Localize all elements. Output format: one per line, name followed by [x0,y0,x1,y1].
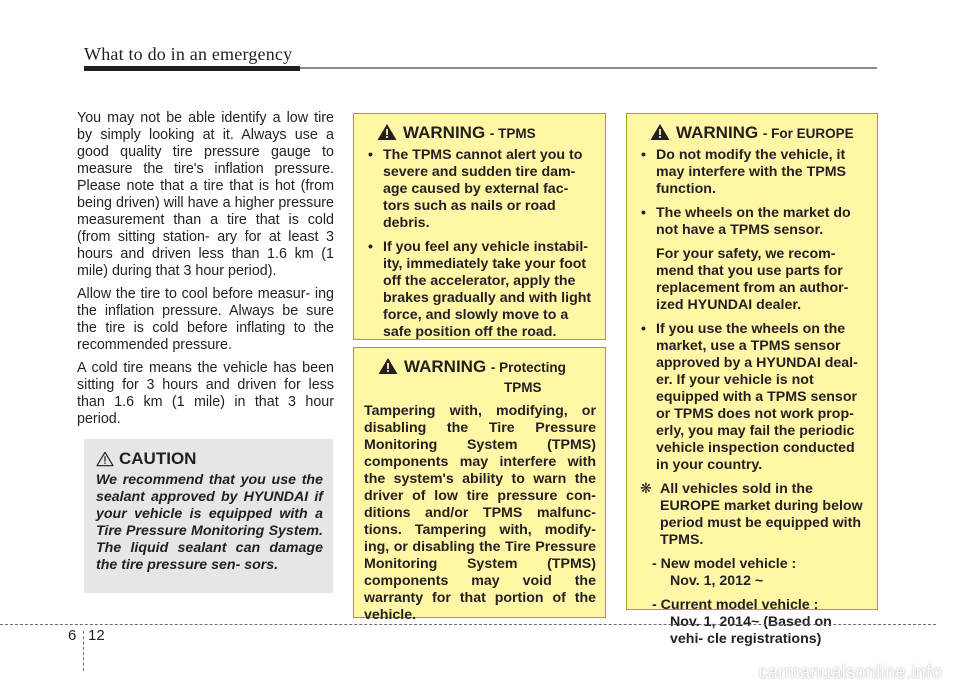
caution-text: We recommend that you use the sealant approved by HYUNDAI if your vehicle is equipped with a Tire Pressure Monitoring System. The liquid sealant can damage the tire pressure sen- sors. [96,472,323,573]
list-item-text: The wheels on the market do not have a TPMS sensor. [656,205,851,238]
list-item-text: The TPMS cannot alert you to severe and sudden tire dam- age caused by external fac- tors such as nails or road debris. [383,147,583,231]
current-model-entry [644,597,868,648]
body-text-column [77,110,334,434]
footer-vertical-divider [83,631,84,671]
warning-list [363,147,596,341]
new-model-date: Nov. 1, 2012 ~ [670,573,764,589]
warning-heading [363,123,596,143]
body-paragraph: A cold tire means the vehicle has been sitting for 3 hours and driven for less than 1.6 km (1 mile) in that 3 hour period. [77,360,334,427]
footer-divider [0,624,936,625]
header-rule-accent [84,66,300,71]
caution-title: CAUTION [119,449,197,468]
list-item: • The TPMS cannot alert you to severe and sudden tire dam- age caused by external fac- tors such as nails or road debris. [368,147,583,231]
list-item: • Do not modify the vehicle, it may interfere with the TPMS function. [641,147,846,197]
new-model-entry [644,556,868,590]
caution-box [84,439,333,593]
warning-box-tpms [353,113,606,340]
warning-box-protecting-tpms [353,347,606,623]
list-item: • If you feel any vehicle instabil- ity, immediately take your foot off the accelerator, apply the brakes gradually and with light force, and slowly move to a safe position off the road. [368,239,592,340]
caution-heading [96,449,323,469]
warning-heading [364,357,596,397]
body-paragraph: You may not be able identify a low tire by simply looking at it. Always use a good quality tire pressure gauge to measure the tire's inflation pressure. Please note that a tire that is hot (from being driven) will have a higher pressure measurement than a tire that is cold (from sitting station- ary for at least 3 hours and driven less than 1.6 km (1 mile) during that 3 hour period). [77,110,334,279]
warning-triangle-icon [377,123,397,141]
europe-note-text: All vehicles sold in the EUROPE market during below period must be equipped with TPMS. [660,481,863,548]
page-header-title: What to do in an emergency [84,44,293,64]
caution-triangle-icon [96,451,114,467]
warning-box-europe [626,113,878,647]
new-model-label: - New model vehicle : [652,556,797,572]
warning-title: WARNING [404,357,487,376]
body-paragraph: Allow the tire to cool before measur- ing the inflation pressure. Always be sure the tire is cold before inflating to the recommended pressure. [77,286,334,353]
list-item-text: If you feel any vehicle instabil- ity, immediately take your foot off the accelerator, apply the brakes gradually and with light force, and slowly move to a safe position off the road. [383,239,592,340]
warning-subtitle: - For EUROPE [762,126,854,141]
list-item-text: Do not modify the vehicle, it may interfere with the TPMS function. [656,147,846,197]
warning-title: WARNING [676,123,759,142]
list-item-text: If you use the wheels on the market, use a TPMS sensor approved by a HYUNDAI deal- er. If your vehicle is not equipped with a TPMS sensor or TPMS does not work prop- erly, you may fail the periodic vehicle inspection conducted in your country. [656,321,858,473]
asterisk-symbol-icon: ❋ [640,481,652,497]
warning-triangle-icon [378,357,398,375]
list-item: • If you use the wheels on the market, use a TPMS sensor approved by a HYUNDAI deal- er. If your vehicle is not equipped with a TPMS sensor or TPMS does not work prop- erly, you may fail the periodic vehicle inspection conducted in your country. [641,321,858,473]
warning-heading [636,123,868,143]
warning-title: WARNING [403,123,486,142]
warning-subtitle: - Protecting [490,360,566,375]
list-item-text: For your safety, we recom- mend that you use parts for replacement from an author- ized HYUNDAI dealer. [656,246,849,313]
warning-subtitle: - TPMS [489,126,536,141]
chapter-number: 6 [68,627,77,644]
warning-triangle-icon [650,123,670,141]
page-number: 12 [88,627,105,644]
europe-note [636,481,868,549]
current-model-label: - Current model vehicle : [652,597,819,613]
current-model-date: Nov. 1, 2014~ (Based on vehi- cle registrations) [670,614,832,647]
list-item: • The wheels on the market do not have a TPMS sensor. For your safety, we recom- mend that you use parts for replacement from an author- ized HYUNDAI dealer. [636,205,868,314]
warning-subtitle-line2: TPMS [504,380,542,395]
warning-text: Tampering with, modifying, or disabling the Tire Pressure Monitoring System (TPMS) components may interfere with the system's ability to warn the driver of low tire pressure con- ditions and/or TPMS malfunc- tions. Tampering with, modify- ing, or disabling the Tire Pressure Monitoring System (TPMS) components may void the warranty for that portion of the vehicle. [364,403,596,623]
warning-list [636,147,868,474]
watermark-text: carmanualsonline.info [758,662,942,682]
